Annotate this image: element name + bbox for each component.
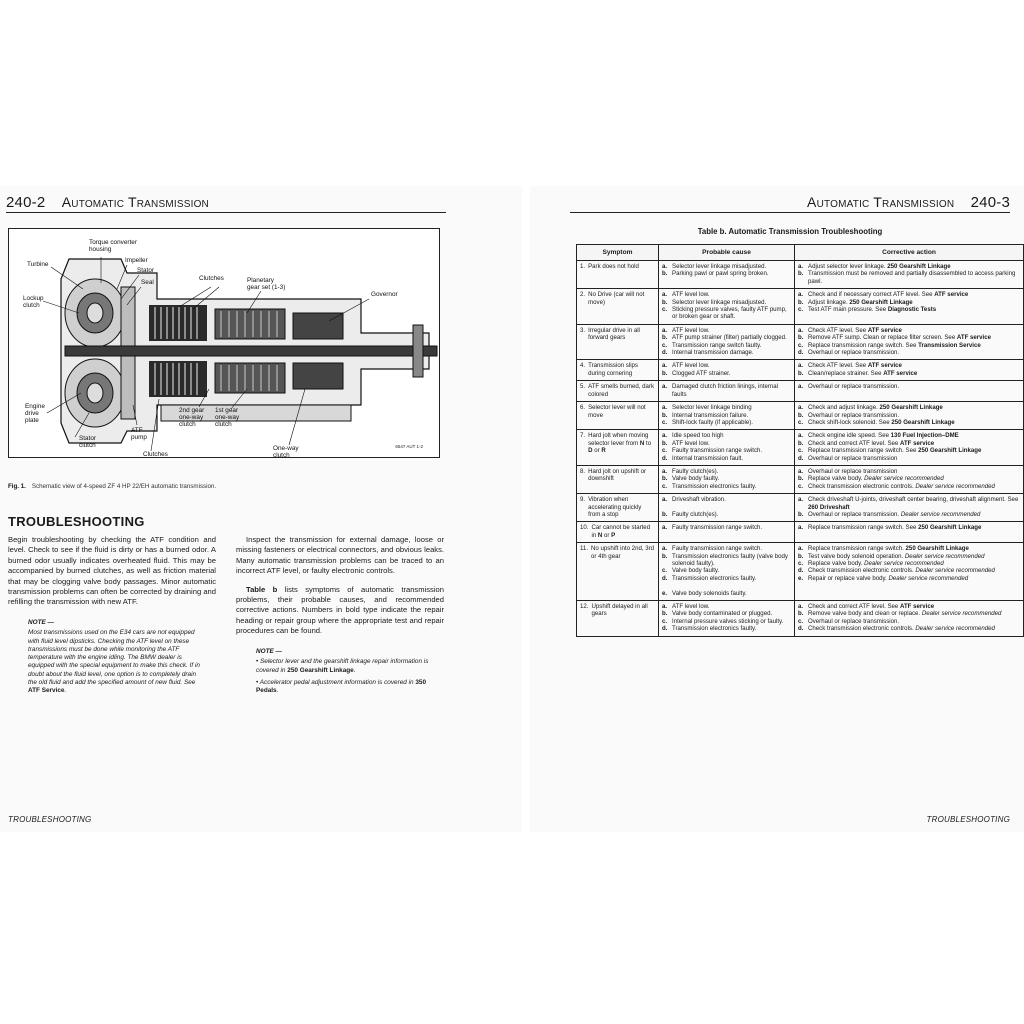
action: a. Check ATF level. See ATF service b. Clean/replace strainer. See ATF service bbox=[795, 360, 1024, 381]
table-row bbox=[577, 289, 1024, 325]
label-2nd-gear-clutch: 2nd gear one-way clutch bbox=[179, 407, 205, 428]
table-title: Table b. Automatic Transmission Troubleshooting bbox=[697, 227, 883, 236]
symptom: 8. Hard jolt on upshift or downshift bbox=[580, 467, 647, 483]
label-engine-drive-plate: Engine drive plate bbox=[25, 403, 45, 424]
table-row bbox=[577, 494, 1024, 522]
label-planetary-gear-set: Planetary gear set (1-3) bbox=[247, 277, 286, 291]
action: a. Overhaul or replace transmission b. Replace valve body. Dealer service recommended c. Check transmission electronic controls. Dealer service recommended bbox=[795, 465, 1024, 493]
note-2-item-2-ref: 350 Pedals bbox=[256, 678, 427, 695]
right-running-head bbox=[807, 194, 1010, 211]
cause: a. Faulty transmission range switch. bbox=[659, 522, 795, 543]
troubleshooting-heading: TROUBLESHOOTING bbox=[8, 514, 145, 529]
cause: a. ATF level low. b. Clogged ATF strainer. bbox=[659, 360, 795, 381]
left-page bbox=[0, 186, 522, 832]
paragraph-inspect: Inspect the transmission for external damage, loose or missing fasteners or electrical connectors, and obvious leaks. Many automatic transmission problems can be traced to an incorrect ATF level, or faulty electronic controls. bbox=[236, 535, 444, 576]
note-2-item-1: • Selector lever and the gearshift linkage repair information is covered in 250 Gearshift Linkage. bbox=[256, 658, 429, 674]
symptom: 1. Park does not hold bbox=[580, 263, 639, 270]
label-atf-pump: ATF pump bbox=[131, 427, 147, 441]
symptom: 12. Upshift delayed in all gears bbox=[580, 603, 648, 618]
label-1st-gear-clutch: 1st gear one-way clutch bbox=[215, 407, 240, 428]
cause: a. Faulty transmission range switch. b. Transmission electronics faulty (valve body solenoid faulty). c. Valve body faulty. d. Transmission electronics faulty. e. Valve body solenoids faulty. bbox=[659, 543, 795, 601]
table-row bbox=[577, 402, 1024, 430]
note-2-item-2-text: • Accelerator pedal adjustment information is covered in bbox=[256, 678, 414, 686]
right-page-number: 240-3 bbox=[970, 194, 1010, 211]
troubleshooting-table bbox=[576, 244, 1024, 637]
label-governor: Governor bbox=[371, 291, 398, 298]
label-torque-converter: Torque converter housing bbox=[89, 239, 137, 253]
cause: a. ATF level low. b. Valve body contaminated or plugged. c. Internal pressure valves sticking or faulty. d. Transmission electronics faulty. bbox=[659, 601, 795, 637]
right-column-text bbox=[236, 535, 444, 637]
figure-caption-label: Fig. 1. bbox=[8, 483, 26, 490]
left-footer: TROUBLESHOOTING bbox=[8, 815, 92, 824]
paragraph-table-text: lists symptoms of automatic transmission problems, their probable causes, and recommended corrective actions. Numbers in bold type indicate the repair heading or repair group where the appropriate test and repair procedures can be found. bbox=[236, 584, 444, 636]
label-lockup-clutch: Lockup clutch bbox=[23, 295, 44, 309]
right-footer: TROUBLESHOOTING bbox=[926, 815, 1010, 824]
action: a. Adjust selector lever linkage. 250 Gearshift Linkage b. Transmission must be removed and partially disassembled to access parking pawl. bbox=[795, 261, 1024, 289]
table-row bbox=[577, 543, 1024, 601]
table-row bbox=[577, 465, 1024, 493]
note-1-heading: NOTE — bbox=[28, 619, 54, 626]
cause: a. Selector lever linkage binding b. Internal transmission failure. c. Shift-lock faulty (if applicable). bbox=[659, 402, 795, 430]
note-1-text: Most transmissions used on the E34 cars are not equipped with fluid level dipsticks. Checking the ATF level on these transmissions must be done while monitoring the ATF temperature with the engine idling. The BMW dealer is equipped with the special equipment to make this check. If in doubt about the fluid level, one option is to completely drain the old fluid and add the specified amount of new fluid. See bbox=[28, 629, 200, 687]
action: a. Replace transmission range switch. See 250 Gearshift Linkage bbox=[795, 522, 1024, 543]
note-dipsticks: NOTE — Most transmissions used on the E34 cars are not equipped with fluid level dipsticks. Checking the ATF level on these transmissions must be done while monitoring the ATF temperature with the engine idling. The BMW dealer is equipped with the special equipment to make this check. If in doubt about the fluid level, one option is to completely drain the old fluid and add the specified amount of new fluid. See ATF Service. bbox=[28, 619, 200, 695]
note-2-item-1-ref: 250 Gearshift Linkage bbox=[287, 666, 354, 674]
symptom: 11. No upshift into 2nd, 3rd or 4th gear bbox=[580, 545, 655, 560]
table-row bbox=[577, 522, 1024, 543]
cause: a. Selector lever linkage misadjusted. b. Parking pawl or pawl spring broken. bbox=[659, 261, 795, 289]
left-section-title: Automatic Transmission bbox=[61, 194, 209, 210]
paragraph-table-ref bbox=[236, 585, 444, 637]
cause: a. ATF level low. b. ATF pump strainer (filter) partially clogged. c. Transmission range switch faulty. d. Internal transmission damage. bbox=[659, 324, 795, 360]
action: a. Check and adjust linkage. 250 Gearshift Linkage b. Overhaul or replace transmission. c. Check shift-lock solenoid. See 250 Gearshift Linkage bbox=[795, 402, 1024, 430]
col-action: Corrective action bbox=[795, 245, 1024, 261]
note-1-ref: ATF Service bbox=[28, 687, 65, 695]
action: a. Check and if necessary correct ATF level. See ATF service b. Adjust linkage. 250 Gearshift Linkage c. Test ATF main pressure. See Diagnostic Tests bbox=[795, 289, 1024, 325]
figure-code: 6547 AUT 1-2 bbox=[395, 444, 423, 449]
left-head-rule bbox=[6, 212, 446, 213]
note-2-item-2: • Accelerator pedal adjustment information is covered in 350 Pedals. bbox=[256, 678, 427, 695]
note-2-item-1-text: • Selector lever and the gearshift linkage repair information is covered in bbox=[256, 658, 429, 674]
action: a. Check ATF level. See ATF service b. Remove ATF sump. Clean or replace filter screen. See ATF service c. Replace transmission range switch. See Transmission Service d. Overhaul or replace transmission. bbox=[795, 324, 1024, 360]
right-head-rule bbox=[570, 212, 1010, 213]
figure-caption bbox=[8, 482, 228, 491]
symptom: 9. Vibration when accelerating quickly from a stop bbox=[580, 496, 642, 518]
transmission-figure bbox=[8, 228, 440, 458]
action: a. Check driveshaft U-joints, driveshaft center bearing, driveshaft alignment. See 260 Driveshaft b. Overhaul or replace transmission. Dealer service recommended bbox=[795, 494, 1024, 522]
action: a. Replace transmission range switch. 250 Gearshift Linkage b. Test valve body solenoid operation. Dealer service recommended c. Replace valve body. Dealer service recommended d. Check transmission electronic controls. Dealer service recommended e. Repair or replace valve body. Dealer service recommended bbox=[795, 543, 1024, 601]
table-row bbox=[577, 324, 1024, 360]
symptom: 2. No Drive (car will not move) bbox=[580, 291, 645, 306]
table-row bbox=[577, 381, 1024, 402]
symptom: 4. Transmission slips during cornering bbox=[580, 362, 638, 377]
label-one-way-clutch: One-way clutch bbox=[273, 445, 299, 459]
label-turbine: Turbine bbox=[27, 261, 49, 268]
right-section-title: Automatic Transmission bbox=[807, 194, 955, 210]
label-clutches-top: Clutches bbox=[199, 275, 224, 282]
left-running-head bbox=[6, 194, 209, 211]
action: a. Overhaul or replace transmission. bbox=[795, 381, 1024, 402]
col-symptom: Symptom bbox=[577, 245, 659, 261]
table-b-ref: Table b bbox=[246, 584, 278, 594]
action: a. Check engine idle speed. See 130 Fuel Injection–DME b. Check and correct ATF level. See ATF service c. Replace transmission range switch. See 250 Gearshift Linkage d. Overhaul or replace transmission bbox=[795, 430, 1024, 466]
symptom: 7. Hard jolt when moving selector lever from N to D or R bbox=[580, 432, 652, 455]
action: a. Check and correct ATF level. See ATF service b. Remove valve body and clean or replace. Dealer service recommended c. Overhaul or replace transmission. d. Check transmission electronic controls. Dealer service recommended bbox=[795, 601, 1024, 637]
cause: a. ATF level low. b. Selector lever linkage misadjusted. c. Sticking pressure valves, faulty ATF pump, or broken gear or shaft. bbox=[659, 289, 795, 325]
symptom: 6. Selector lever will not move bbox=[580, 404, 646, 419]
right-page bbox=[530, 186, 1024, 832]
symptom: 10. Car cannot be started in N or P bbox=[580, 524, 651, 539]
label-seal: Seal bbox=[141, 279, 154, 286]
cause: a. Idle speed too high b. ATF level low. c. Faulty transmission range switch. d. Internal transmission fault. bbox=[659, 430, 795, 466]
cause: a. Driveshaft vibration. b. Faulty clutch(es). bbox=[659, 494, 795, 522]
label-stator: Stator bbox=[137, 267, 155, 274]
symptom: 5. ATF smells burned, dark colored bbox=[580, 383, 655, 398]
note-linkage bbox=[256, 648, 432, 699]
symptom: 3. Irregular drive in all forward gears bbox=[580, 326, 640, 342]
paragraph-atf-check: Begin troubleshooting by checking the ATF condition and level. Check to see if the fluid is dirty or has a burned odor. A burned odor usually indicates overheated fluid. This may be accompanied by burned clutches, as well as friction material that may be clogging valve body passages. Minor automatic transmission problems can often be corrected by draining and refilling the transmission with new ATF. bbox=[8, 535, 216, 607]
cause: a. Faulty clutch(es). b. Valve body faulty. c. Transmission electronics faulty. bbox=[659, 465, 795, 493]
label-clutches-bottom: Clutches bbox=[143, 451, 168, 458]
figure-caption-text: Schematic view of 4-speed ZF 4 HP 22/EH automatic transmission. bbox=[31, 483, 217, 490]
table-row bbox=[577, 261, 1024, 289]
note-2-heading: NOTE — bbox=[256, 648, 282, 655]
label-stator-clutch: Stator clutch bbox=[79, 435, 97, 449]
left-page-number: 240-2 bbox=[6, 194, 46, 211]
cause: a. Damaged clutch friction linings, internal faults bbox=[659, 381, 795, 402]
col-cause: Probable cause bbox=[659, 245, 795, 261]
table-row bbox=[577, 360, 1024, 381]
label-impeller: Impeller bbox=[125, 257, 148, 264]
table-row bbox=[577, 430, 1024, 466]
table-row bbox=[577, 601, 1024, 637]
